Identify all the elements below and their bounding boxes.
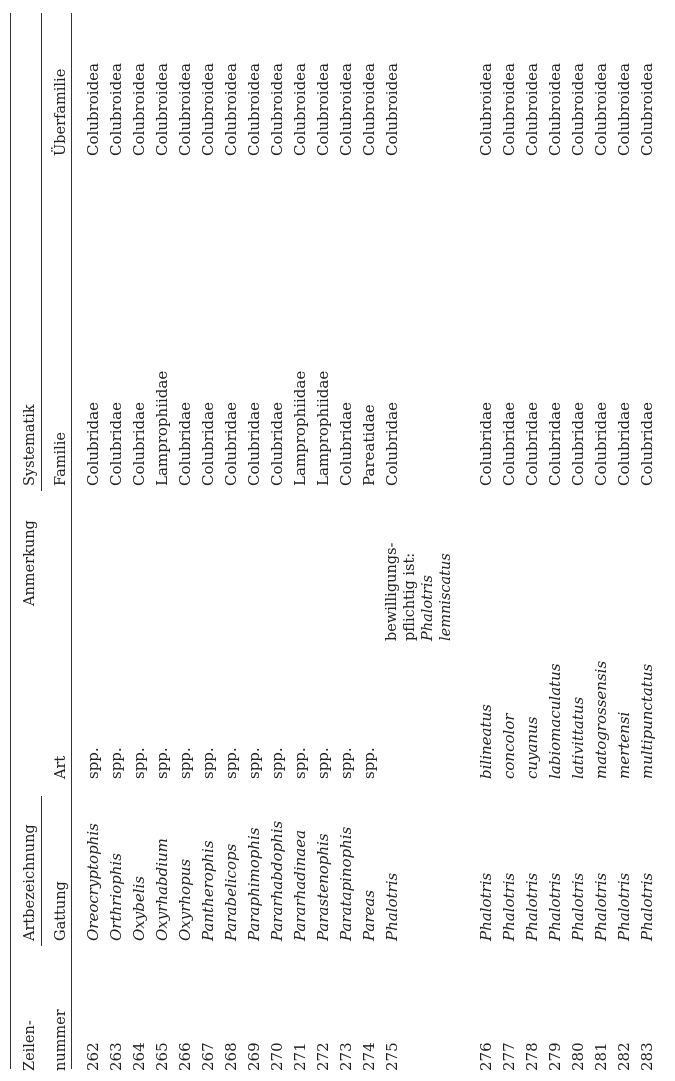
ueberfamilie-cell: Colubroidea	[638, 63, 656, 156]
ueberfamilie-cell: Colubroidea	[592, 63, 610, 156]
gattung-cell: Phalotris	[592, 872, 610, 941]
ueberfamilie-cell: Colubroidea	[176, 63, 194, 156]
header-ueberfamilie: Überfamilie	[53, 68, 69, 156]
gattung-cell: Phalotris	[638, 872, 656, 941]
ueberfamilie-cell: Colubroidea	[268, 63, 286, 156]
gattung-cell: Pantherophis	[199, 840, 217, 941]
art-cell: spp.	[84, 747, 102, 779]
row-number: 279	[546, 1042, 564, 1071]
table-top-rule	[10, 13, 11, 1069]
row-number: 280	[569, 1042, 587, 1071]
art-cell: cuyanus	[523, 716, 541, 779]
header-bottom-rule	[71, 13, 72, 1069]
ueberfamilie-cell: Colubroidea	[546, 63, 564, 156]
gattung-cell: Orthriophis	[107, 853, 125, 941]
header-art: Art	[53, 755, 69, 779]
gattung-cell: Phalotris	[500, 872, 518, 941]
ueberfamilie-cell: Colubroidea	[107, 63, 125, 156]
familie-cell: Colubridae	[500, 402, 518, 486]
art-cell: spp.	[245, 747, 263, 779]
ueberfamilie-cell: Colubroidea	[153, 63, 171, 156]
row-number: 269	[245, 1042, 263, 1071]
row-number: 262	[84, 1042, 102, 1071]
art-cell: lativittatus	[569, 696, 587, 779]
art-cell: spp.	[130, 747, 148, 779]
gattung-cell: Phalotris	[383, 872, 401, 941]
familie-cell: Lamprophiidae	[153, 370, 171, 486]
gattung-cell: Oxyrhopus	[176, 858, 194, 941]
familie-cell: Colubridae	[176, 402, 194, 486]
familie-cell: Colubridae	[337, 402, 355, 486]
row-number: 283	[638, 1042, 656, 1071]
ueberfamilie-cell: Colubroidea	[360, 63, 378, 156]
ueberfamilie-cell: Colubroidea	[222, 63, 240, 156]
row-number: 275	[383, 1042, 401, 1071]
ueberfamilie-cell: Colubroidea	[615, 63, 633, 156]
row-number: 264	[130, 1042, 148, 1071]
gattung-cell: Pareas	[360, 889, 378, 941]
gattung-cell: Paraphimophis	[245, 827, 263, 941]
ueberfamilie-cell: Colubroidea	[84, 63, 102, 156]
anmerkung-cell	[383, 531, 455, 641]
header-zeilen: Zeilen-	[22, 1020, 38, 1071]
artbezeichnung-rule	[41, 796, 42, 946]
row-number: 272	[314, 1042, 332, 1071]
gattung-cell: Phalotris	[615, 872, 633, 941]
art-cell: mertensi	[615, 711, 633, 779]
familie-cell: Colubridae	[107, 402, 125, 486]
ueberfamilie-cell: Colubroidea	[130, 63, 148, 156]
header-nummer: nummer	[53, 1009, 69, 1071]
row-number: 276	[477, 1042, 495, 1071]
familie-cell: Pareatidae	[360, 404, 378, 486]
gattung-cell: Phalotris	[546, 872, 564, 941]
row-number: 270	[268, 1042, 286, 1071]
familie-cell: Colubridae	[477, 402, 495, 486]
row-number: 281	[592, 1042, 610, 1071]
row-number: 268	[222, 1042, 240, 1071]
ueberfamilie-cell: Colubroidea	[245, 63, 263, 156]
art-cell: matogrossensis	[592, 660, 610, 779]
ueberfamilie-cell: Colubroidea	[523, 63, 541, 156]
familie-cell: Colubridae	[199, 402, 217, 486]
gattung-cell: Parastenophis	[314, 833, 332, 941]
row-number: 267	[199, 1042, 217, 1071]
art-cell: spp.	[314, 747, 332, 779]
familie-cell: Lamprophiidae	[314, 370, 332, 486]
row-number: 274	[360, 1042, 378, 1071]
gattung-cell: Parabelicops	[222, 843, 240, 941]
familie-cell: Colubridae	[569, 402, 587, 486]
anmerkung-text: bewilligungs-pflichtig ist:	[384, 542, 418, 641]
art-cell: spp.	[199, 747, 217, 779]
ueberfamilie-cell: Colubroidea	[199, 63, 217, 156]
gattung-cell: Phalotris	[523, 872, 541, 941]
familie-cell: Colubridae	[383, 402, 401, 486]
art-cell: spp.	[176, 747, 194, 779]
row-number: 271	[291, 1042, 309, 1071]
header-anmerkung: Anmerkung	[22, 520, 38, 606]
art-cell: labiomaculatus	[546, 663, 564, 779]
familie-cell: Colubridae	[130, 402, 148, 486]
art-cell: spp.	[268, 747, 286, 779]
art-cell: spp.	[360, 747, 378, 779]
art-cell: spp.	[291, 747, 309, 779]
familie-cell: Colubridae	[546, 402, 564, 486]
ueberfamilie-cell: Colubroidea	[291, 63, 309, 156]
ueberfamilie-cell: Colubroidea	[383, 63, 401, 156]
art-cell: bilineatus	[477, 704, 495, 779]
ueberfamilie-cell: Colubroidea	[500, 63, 518, 156]
art-cell: spp.	[222, 747, 240, 779]
art-cell: spp.	[153, 747, 171, 779]
row-number: 266	[176, 1042, 194, 1071]
familie-cell: Colubridae	[84, 402, 102, 486]
row-number: 263	[107, 1042, 125, 1071]
gattung-cell: Oxyrhabdium	[153, 838, 171, 941]
gattung-cell: Phalotris	[569, 872, 587, 941]
gattung-cell: Oreocryptophis	[84, 823, 102, 941]
ueberfamilie-cell: Colubroidea	[477, 63, 495, 156]
gattung-cell: Oxybelis	[130, 875, 148, 941]
header-systematik: Systematik	[22, 404, 38, 486]
gattung-cell: Pararhabdophis	[268, 820, 286, 941]
gattung-cell: Paratapinophis	[337, 826, 355, 941]
row-number: 277	[500, 1042, 518, 1071]
header-familie: Familie	[53, 432, 69, 486]
art-cell: concolor	[500, 713, 518, 779]
familie-cell: Colubridae	[222, 402, 240, 486]
ueberfamilie-cell: Colubroidea	[569, 63, 587, 156]
gattung-cell: Pararhadinaea	[291, 829, 309, 941]
art-cell: spp.	[337, 747, 355, 779]
row-number: 282	[615, 1042, 633, 1071]
anmerkung-species: Phalotris lemniscatus	[420, 553, 454, 641]
familie-cell: Colubridae	[615, 402, 633, 486]
familie-cell: Lamprophiidae	[291, 370, 309, 486]
systematik-rule	[41, 13, 42, 491]
ueberfamilie-cell: Colubroidea	[337, 63, 355, 156]
familie-cell: Colubridae	[245, 402, 263, 486]
row-number: 273	[337, 1042, 355, 1071]
art-cell: spp.	[107, 747, 125, 779]
familie-cell: Colubridae	[268, 402, 286, 486]
header-artbezeichnung: Artbezeichnung	[22, 824, 38, 941]
familie-cell: Colubridae	[592, 402, 610, 486]
row-number: 265	[153, 1042, 171, 1071]
ueberfamilie-cell: Colubroidea	[314, 63, 332, 156]
familie-cell: Colubridae	[523, 402, 541, 486]
art-cell: multipunctatus	[638, 663, 656, 779]
row-number: 278	[523, 1042, 541, 1071]
header-gattung: Gattung	[53, 881, 69, 941]
familie-cell: Colubridae	[638, 402, 656, 486]
gattung-cell: Phalotris	[477, 872, 495, 941]
